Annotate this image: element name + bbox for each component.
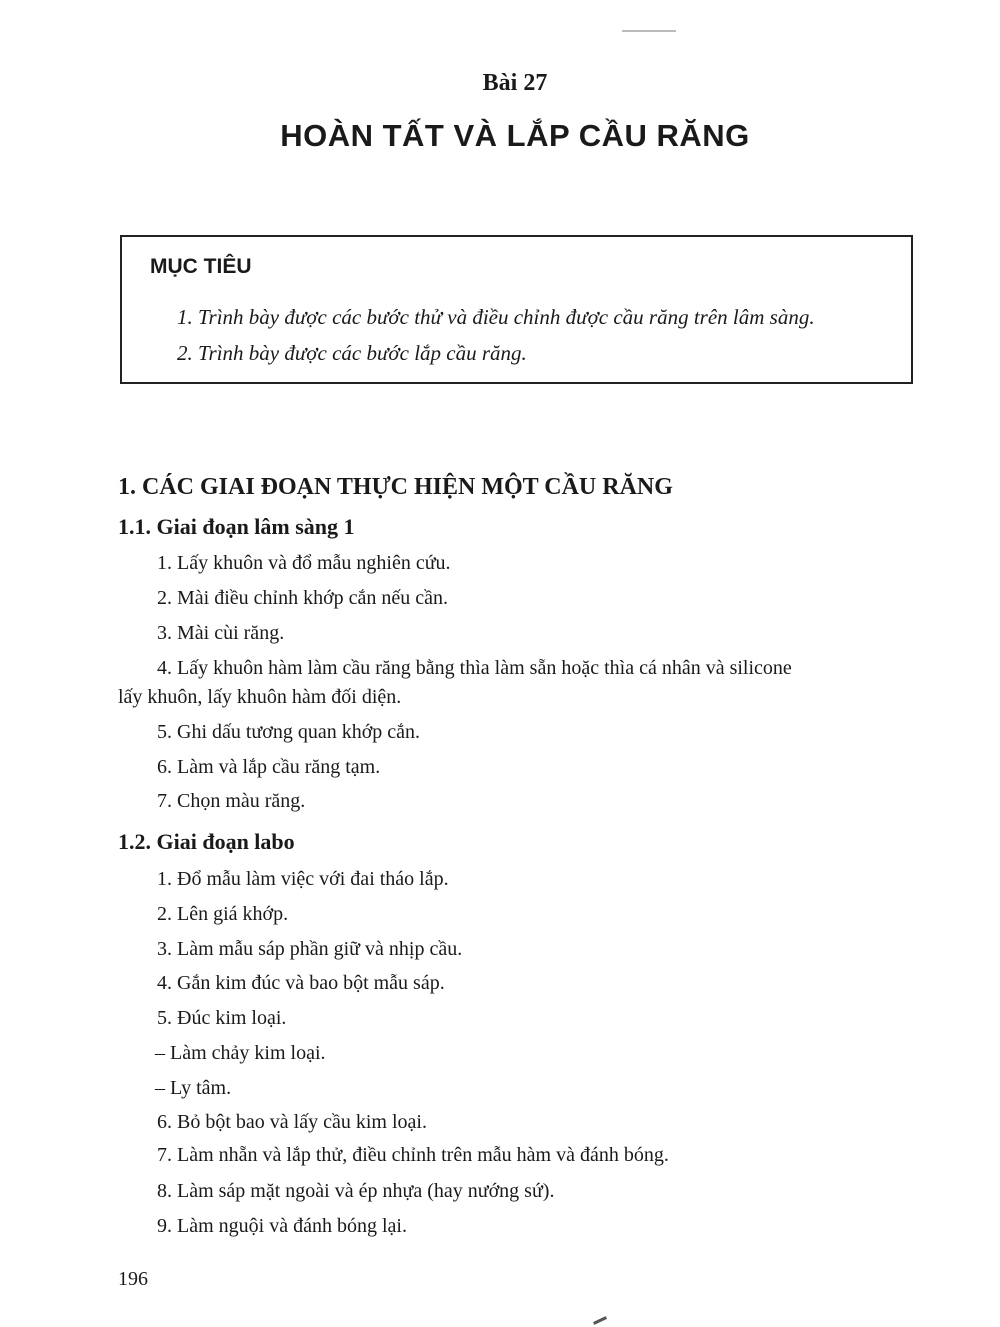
list-item: 1. Đổ mẫu làm việc với đai tháo lắp. (157, 868, 449, 890)
list-item: 3. Làm mẫu sáp phần giữ và nhịp cầu. (157, 938, 463, 960)
section-heading: 1. CÁC GIAI ĐOẠN THỰC HIỆN MỘT CẦU RĂNG (118, 474, 673, 500)
list-item: 3. Mài cùi răng. (157, 622, 285, 644)
list-item: 2. Lên giá khớp. (157, 903, 289, 925)
list-item: 6. Làm và lắp cầu răng tạm. (157, 756, 381, 778)
objective-item: 1. Trình bày được các bước thử và điều chỉnh được cầu răng trên lâm sàng. (177, 305, 815, 329)
list-item: 7. Làm nhẵn và lắp thử, điều chỉnh trên mẫu hàm và đánh bóng. (157, 1144, 669, 1166)
subsection-heading: 1.2. Giai đoạn labo (118, 829, 295, 854)
page-title: HOÀN TẤT VÀ LẮP CẦU RĂNG (280, 118, 750, 153)
list-item: 6. Bỏ bột bao và lấy cầu kim loại. (157, 1111, 427, 1133)
list-item-continuation: lấy khuôn, lấy khuôn hàm đối diện. (118, 686, 402, 708)
list-item: 4. Gắn kim đúc và bao bột mẫu sáp. (157, 972, 445, 994)
objectives-heading: MỤC TIÊU (150, 255, 252, 278)
scan-mark (593, 1316, 607, 1325)
list-subitem: – Làm chảy kim loại. (155, 1042, 326, 1064)
list-item: 1. Lấy khuôn và đổ mẫu nghiên cứu. (157, 552, 451, 574)
list-item: 8. Làm sáp mặt ngoài và ép nhựa (hay nướng sứ). (157, 1180, 555, 1202)
list-item: 5. Ghi dấu tương quan khớp cắn. (157, 721, 421, 743)
list-item: 4. Lấy khuôn hàm làm cầu răng bằng thìa làm sẵn hoặc thìa cá nhân và silicone (157, 657, 792, 679)
objective-item: 2. Trình bày được các bước lắp cầu răng. (177, 341, 527, 365)
list-item: 9. Làm nguội và đánh bóng lại. (157, 1215, 407, 1237)
list-item: 7. Chọn màu răng. (157, 790, 306, 812)
page-number: 196 (118, 1268, 148, 1290)
list-item: 2. Mài điều chỉnh khớp cắn nếu cần. (157, 587, 449, 609)
lesson-number: Bài 27 (482, 70, 548, 96)
list-item: 5. Đúc kim loại. (157, 1007, 287, 1029)
scan-mark (622, 30, 676, 32)
list-subitem: – Ly tâm. (155, 1077, 232, 1099)
subsection-heading: 1.1. Giai đoạn lâm sàng 1 (118, 514, 355, 539)
objectives-box (120, 235, 913, 384)
